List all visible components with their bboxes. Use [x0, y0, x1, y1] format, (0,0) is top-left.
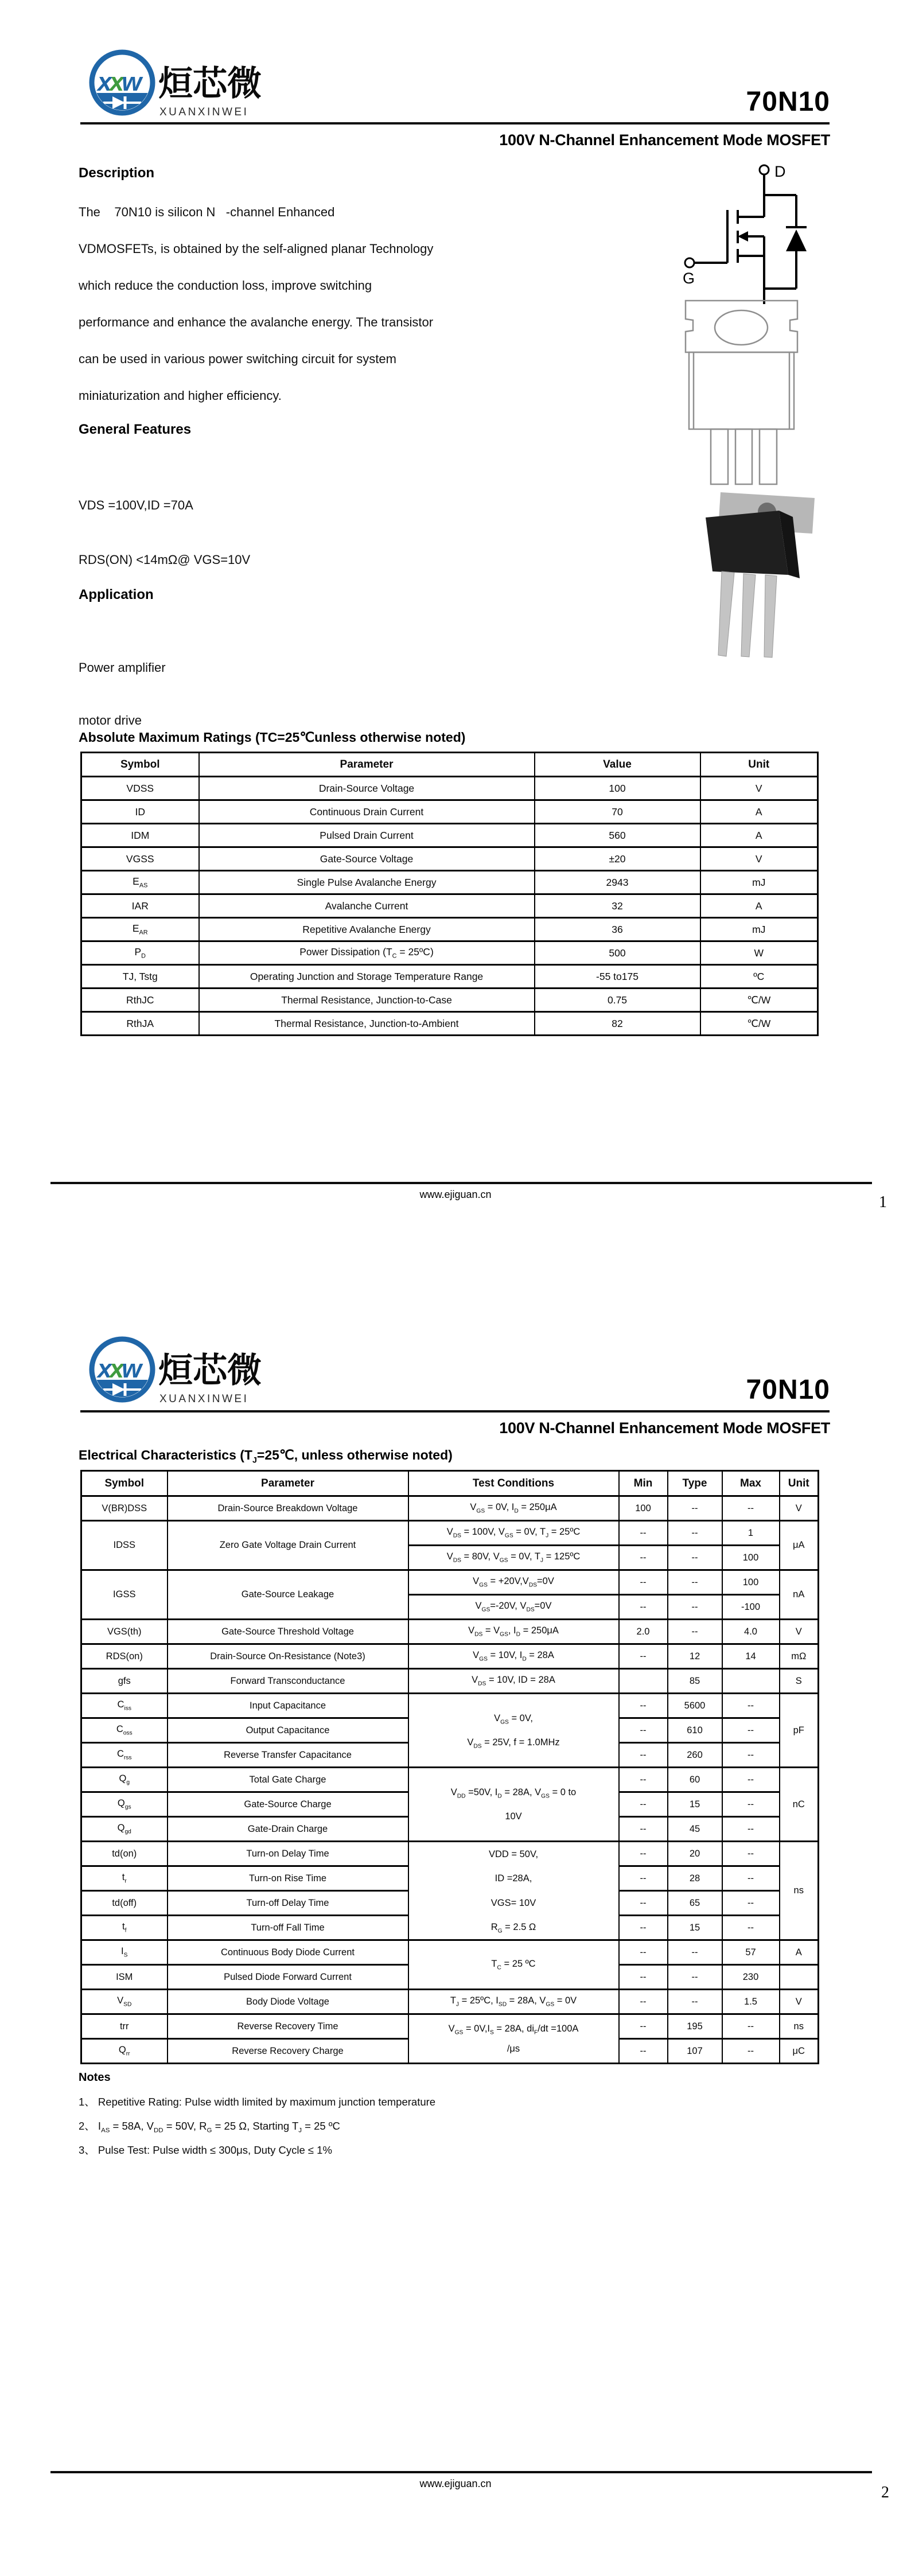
table-row	[81, 1644, 819, 1669]
cell-cond: $T_J$ = 25ºC, $I_{SD} = 28A$, $V_{GS} = 0V$	[408, 1990, 619, 2014]
description-line: The 70N10 is silicon N -channel Enhanced	[79, 205, 335, 219]
cell-symbol: IGSS	[81, 1570, 168, 1620]
cell-value: 32	[535, 894, 700, 918]
table-row	[81, 800, 818, 824]
cell-min: --	[619, 1768, 668, 1792]
cell-parameter: Drain-Source On-Resistance (Note3)	[168, 1644, 408, 1669]
cell-max: --	[722, 1496, 780, 1521]
cell-min: --	[619, 1990, 668, 2014]
cell-unit: A	[700, 800, 818, 824]
package-epoxy-body	[706, 511, 788, 575]
cell-typ: 65	[668, 1891, 722, 1916]
cell-max: --	[722, 1891, 780, 1916]
cell-symbol: IDSS	[81, 1521, 168, 1570]
ratings-title: Absolute Maximum Ratings (TC=25℃unless otherwise noted)	[79, 730, 466, 745]
cell-symbol: $Q_{gd}$	[81, 1817, 168, 1842]
description-line: can be used in various power switching circuit for system	[79, 352, 396, 366]
cell-cond: $T_C = 25$ ºC	[408, 1940, 619, 1990]
package-lead-outline	[711, 429, 728, 484]
cell-value: 2943	[535, 871, 700, 894]
absolute-maximum-ratings-table	[80, 752, 819, 1036]
application-heading: Application	[79, 587, 154, 602]
cell-unit: mJ	[700, 871, 818, 894]
cell-value: 70	[535, 800, 700, 824]
cell-unit: ns	[780, 2014, 819, 2039]
product-subtitle: 100V N-Channel Enhancement Mode MOSFET	[499, 131, 830, 149]
cell-cond: $V_{DS} = 80V$, $V_{GS} = 0V$, $T_J$ = 125ºC	[408, 1546, 619, 1570]
cell-unit: μA	[780, 1521, 819, 1570]
cell-unit: V	[700, 777, 818, 800]
cell-cond: VDD = 50V, ID =28A, VGS= 10V $R_G = 2.5$ Ω	[408, 1842, 619, 1940]
cell-symbol: $Q_{gs}$	[81, 1792, 168, 1817]
cell-symbol: V(BR)DSS	[81, 1496, 168, 1521]
cell-value: 0.75	[535, 989, 700, 1012]
cell-min: --	[619, 1694, 668, 1718]
cell-symbol: VGS(th)	[81, 1620, 168, 1644]
cell-symbol: RDS(on)	[81, 1644, 168, 1669]
cell-max: --	[722, 2039, 780, 2064]
col-header-max: Max	[722, 1471, 780, 1496]
logo-monogram: xxw	[98, 1354, 142, 1383]
table-row	[81, 1570, 819, 1595]
cell-min: --	[619, 1546, 668, 1570]
cell-typ: 195	[668, 2014, 722, 2039]
description-heading: Description	[79, 165, 155, 181]
cell-symbol: RthJA	[81, 1012, 199, 1036]
drain-label: D	[774, 163, 786, 180]
cell-symbol: td(on)	[81, 1842, 168, 1866]
table-row	[81, 965, 818, 989]
cell-max: 4.0	[722, 1620, 780, 1644]
brand-name-cn: 烜芯微	[158, 64, 262, 103]
cell-max: --	[722, 1792, 780, 1817]
brand-logo	[86, 47, 284, 119]
cell-max: --	[722, 1743, 780, 1768]
cell-max: --	[722, 1768, 780, 1792]
cell-cond: $V_{GS} = 0V,I_S = 28A$, $di_F/dt =100A$ /μs	[408, 2014, 619, 2064]
cell-cond: $V_{DS} = 10V$, ID = 28A	[408, 1669, 619, 1694]
cell-min: --	[619, 1965, 668, 1990]
table-row	[81, 847, 818, 871]
col-header-symbol: Symbol	[81, 753, 199, 777]
brand-name-en: XUANXINWEI	[159, 106, 249, 118]
cell-symbol: gfs	[81, 1669, 168, 1694]
cell-min: --	[619, 1866, 668, 1891]
cell-typ: --	[668, 1990, 722, 2014]
cell-typ: --	[668, 1521, 722, 1546]
cell-unit	[780, 1965, 819, 1990]
note-item: 2、 $I_{AS} = 58A$, $V_{DD} = 50V$, $R_G = 25$ Ω, Starting $T_J = 25$ ºC	[79, 2120, 340, 2134]
description-paragraph	[79, 194, 560, 414]
footer-rule	[50, 1182, 872, 1184]
electrical-characteristics-title: Electrical Characteristics ($T_J=25℃$, unless otherwise noted)	[79, 1447, 453, 1465]
cell-parameter: Turn-on Delay Time	[168, 1842, 408, 1866]
cell-typ: 610	[668, 1718, 722, 1743]
package-lead-outline	[735, 429, 752, 484]
cell-value: 100	[535, 777, 700, 800]
mosfet-symbol-diagram	[677, 159, 820, 306]
cell-unit: ºC	[700, 965, 818, 989]
cell-unit: A	[700, 824, 818, 847]
cell-unit: S	[780, 1669, 819, 1694]
cell-parameter: Pulsed Drain Current	[199, 824, 535, 847]
product-subtitle: 100V N-Channel Enhancement Mode MOSFET	[499, 1419, 830, 1437]
package-outline-drawing	[680, 297, 803, 488]
cell-min: --	[619, 1940, 668, 1965]
cell-unit: mΩ	[780, 1644, 819, 1669]
cell-parameter: Gate-Drain Charge	[168, 1817, 408, 1842]
cell-symbol: TJ, Tstg	[81, 965, 199, 989]
drain-terminal-icon	[760, 165, 769, 174]
cell-symbol: IAR	[81, 894, 199, 918]
cell-max: 230	[722, 1965, 780, 1990]
cell-min: --	[619, 1916, 668, 1940]
cell-parameter: Turn-off Fall Time	[168, 1916, 408, 1940]
cell-parameter: Reverse Transfer Capacitance	[168, 1743, 408, 1768]
cell-min: --	[619, 1595, 668, 1620]
cell-unit: A	[700, 894, 818, 918]
cell-cond: $V_{DD} =50V$, $I_D = 28A$, $V_{GS} = 0$ to 10V	[408, 1768, 619, 1842]
package-leg	[741, 574, 756, 657]
cell-symbol: $P_D$	[81, 941, 199, 965]
features-heading: General Features	[79, 422, 192, 437]
cell-parameter: Reverse Recovery Time	[168, 2014, 408, 2039]
application-line: motor drive	[79, 713, 142, 727]
cell-typ: 15	[668, 1792, 722, 1817]
cell-parameter: Continuous Drain Current	[199, 800, 535, 824]
table-row	[81, 894, 818, 918]
cell-unit: V	[780, 1496, 819, 1521]
cell-symbol: $E_{AR}$	[81, 918, 199, 941]
cell-min	[619, 1669, 668, 1694]
cell-max: 57	[722, 1940, 780, 1965]
col-header-parameter: Parameter	[199, 753, 535, 777]
cell-typ: --	[668, 1496, 722, 1521]
cell-symbol: RthJC	[81, 989, 199, 1012]
cell-max: 100	[722, 1570, 780, 1595]
cell-typ: 60	[668, 1768, 722, 1792]
cell-max	[722, 1669, 780, 1694]
cell-unit: nC	[780, 1768, 819, 1842]
cell-parameter: Gate-Source Voltage	[199, 847, 535, 871]
cell-symbol: $V_{SD}$	[81, 1990, 168, 2014]
table-row	[81, 2014, 819, 2039]
table-row	[81, 1620, 819, 1644]
cell-typ: 15	[668, 1916, 722, 1940]
cell-typ: --	[668, 1546, 722, 1570]
logo-monogram: xxw	[98, 67, 142, 96]
cell-unit: V	[780, 1990, 819, 2014]
cell-parameter: Zero Gate Voltage Drain Current	[168, 1521, 408, 1570]
description-line: miniaturization and higher efficiency.	[79, 388, 282, 403]
table-header-row	[81, 753, 818, 777]
cell-min: --	[619, 1891, 668, 1916]
cell-parameter: Turn-on Rise Time	[168, 1866, 408, 1891]
brand-logo	[86, 1334, 284, 1406]
cell-typ: --	[668, 1965, 722, 1990]
cell-symbol: $t_r$	[81, 1866, 168, 1891]
cell-symbol: $C_{oss}$	[81, 1718, 168, 1743]
table-row	[81, 1990, 819, 2014]
col-header-test-conditions: Test Conditions	[408, 1471, 619, 1496]
header-rule	[80, 1410, 830, 1412]
cell-symbol: VGSS	[81, 847, 199, 871]
cell-value: ±20	[535, 847, 700, 871]
part-number: 70N10	[746, 87, 830, 117]
footer-url: www.ejiguan.cn	[419, 1189, 492, 1200]
cell-typ: --	[668, 1595, 722, 1620]
page-number: 2	[881, 2484, 889, 2501]
cell-max: --	[722, 1694, 780, 1718]
cell-symbol: trr	[81, 2014, 168, 2039]
cell-typ: --	[668, 1570, 722, 1595]
cell-cond: $V_{GS} = 0V$, $V_{DS} = 25V$, f = 1.0MHz	[408, 1694, 619, 1768]
cell-unit: pF	[780, 1694, 819, 1768]
cell-cond: $V_{DS} = 100V$, $V_{GS} = 0V$, $T_J$ = 25ºC	[408, 1521, 619, 1546]
cell-symbol: $C_{iss}$	[81, 1694, 168, 1718]
cell-max: 1	[722, 1521, 780, 1546]
cell-parameter: Turn-off Delay Time	[168, 1891, 408, 1916]
table-row	[81, 1521, 819, 1546]
cell-cond: $V_{GS} = +20V,V_{DS}=0V$	[408, 1570, 619, 1595]
body-arrow-icon	[738, 231, 748, 242]
table-row	[81, 777, 818, 800]
notes-heading: Notes	[79, 2071, 111, 2084]
package-leg	[764, 575, 777, 657]
note-item: 3、 Pulse Test: Pulse width ≤ 300μs, Duty Cycle ≤ 1%	[79, 2144, 332, 2156]
col-header-min: Min	[619, 1471, 668, 1496]
col-header-value: Value	[535, 753, 700, 777]
cell-unit: W	[700, 941, 818, 965]
package-body-outline	[689, 352, 794, 429]
feature-line: VDS =100V,ID =70A	[79, 498, 193, 512]
cell-parameter: Drain-Source Voltage	[199, 777, 535, 800]
table-row	[81, 1842, 819, 1866]
cell-parameter: Pulsed Diode Forward Current	[168, 1965, 408, 1990]
cell-min: --	[619, 1743, 668, 1768]
table-header-row	[81, 1471, 819, 1496]
cell-typ: --	[668, 1940, 722, 1965]
note-item: 1、 Repetitive Rating: Pulse width limited by maximum junction temperature	[79, 2096, 436, 2108]
cell-typ: 28	[668, 1866, 722, 1891]
cell-value: 560	[535, 824, 700, 847]
cell-symbol: $C_{rss}$	[81, 1743, 168, 1768]
brand-name-cn: 烜芯微	[158, 1351, 262, 1390]
cell-cond: $V_{DS} = V_{GS}$, $I_D = 250\mu A$	[408, 1620, 619, 1644]
cell-min: --	[619, 2014, 668, 2039]
electrical-characteristics-table	[80, 1470, 819, 2064]
cell-max: 1.5	[722, 1990, 780, 2014]
cell-max: --	[722, 1817, 780, 1842]
cell-typ: 85	[668, 1669, 722, 1694]
application-line: Power amplifier	[79, 660, 166, 675]
cell-symbol: $E_{AS}$	[81, 871, 199, 894]
cell-unit: ℃/W	[700, 1012, 818, 1036]
cell-parameter: Single Pulse Avalanche Energy	[199, 871, 535, 894]
cell-value: 36	[535, 918, 700, 941]
gate-label: G	[683, 270, 695, 287]
table-row	[81, 824, 818, 847]
cell-symbol: VDSS	[81, 777, 199, 800]
cell-unit: V	[780, 1620, 819, 1644]
cell-min: --	[619, 1570, 668, 1595]
cell-unit: mJ	[700, 918, 818, 941]
cell-typ: 5600	[668, 1694, 722, 1718]
cell-typ: 12	[668, 1644, 722, 1669]
cell-value: 500	[535, 941, 700, 965]
cell-min: --	[619, 1644, 668, 1669]
brand-name-en: XUANXINWEI	[159, 1393, 249, 1405]
cell-parameter: Forward Transconductance	[168, 1669, 408, 1694]
cell-parameter: Reverse Recovery Charge	[168, 2039, 408, 2064]
cell-max: --	[722, 1718, 780, 1743]
cell-parameter: Power Dissipation ($T_C$ = 25ºC)	[199, 941, 535, 965]
cell-parameter: Gate-Source Charge	[168, 1792, 408, 1817]
cell-typ: 20	[668, 1842, 722, 1866]
cell-min: --	[619, 1842, 668, 1866]
cell-symbol: $Q_g$	[81, 1768, 168, 1792]
cell-cond: $V_{GS} = 10V$, $I_D = 28A$	[408, 1644, 619, 1669]
col-header-unit: Unit	[700, 753, 818, 777]
cell-min: 100	[619, 1496, 668, 1521]
cell-symbol: ID	[81, 800, 199, 824]
cell-parameter: Drain-Source Breakdown Voltage	[168, 1496, 408, 1521]
part-number: 70N10	[746, 1375, 830, 1405]
cell-parameter: Operating Junction and Storage Temperature Range	[199, 965, 535, 989]
body-diode-icon	[786, 229, 807, 251]
cell-min: --	[619, 1792, 668, 1817]
cell-min: --	[619, 1521, 668, 1546]
table-row	[81, 1694, 819, 1718]
cell-typ: 107	[668, 2039, 722, 2064]
cell-symbol: td(off)	[81, 1891, 168, 1916]
table-row	[81, 989, 818, 1012]
cell-cond: $V_{GS}=-20V$, $V_{DS}=0V$	[408, 1595, 619, 1620]
cell-parameter: Thermal Resistance, Junction-to-Ambient	[199, 1012, 535, 1036]
cell-parameter: Output Capacitance	[168, 1718, 408, 1743]
table-row	[81, 941, 818, 965]
cell-min: --	[619, 1718, 668, 1743]
cell-parameter: Avalanche Current	[199, 894, 535, 918]
cell-parameter: Body Diode Voltage	[168, 1990, 408, 2014]
cell-unit: μC	[780, 2039, 819, 2064]
description-line: performance and enhance the avalanche energy. The transistor	[79, 315, 434, 329]
package-photo	[701, 491, 830, 659]
cell-unit: nA	[780, 1570, 819, 1620]
cell-symbol: $t_f$	[81, 1916, 168, 1940]
cell-max: --	[722, 1866, 780, 1891]
cell-typ: --	[668, 1620, 722, 1644]
cell-unit: ns	[780, 1842, 819, 1940]
col-header-parameter: Parameter	[168, 1471, 408, 1496]
cell-parameter: Continuous Body Diode Current	[168, 1940, 408, 1965]
cell-max: --	[722, 1842, 780, 1866]
cell-symbol: ISM	[81, 1965, 168, 1990]
cell-unit: V	[700, 847, 818, 871]
table-row	[81, 918, 818, 941]
cell-typ: 45	[668, 1817, 722, 1842]
col-header-symbol: Symbol	[81, 1471, 168, 1496]
table-row	[81, 1669, 819, 1694]
package-lead-outline	[760, 429, 777, 484]
cell-parameter: Total Gate Charge	[168, 1768, 408, 1792]
page-2	[0, 1288, 911, 2576]
features-list	[79, 478, 250, 587]
package-leg	[718, 571, 734, 656]
table-row	[81, 871, 818, 894]
cell-value: -55 to175	[535, 965, 700, 989]
cell-parameter: Gate-Source Threshold Voltage	[168, 1620, 408, 1644]
cell-parameter: Gate-Source Leakage	[168, 1570, 408, 1620]
col-header-unit: Unit	[780, 1471, 819, 1496]
cell-value: 82	[535, 1012, 700, 1036]
gate-terminal-icon	[685, 258, 694, 267]
cell-max: 14	[722, 1644, 780, 1669]
cell-min: --	[619, 2039, 668, 2064]
table-row	[81, 1768, 819, 1792]
description-line: which reduce the conduction loss, improve switching	[79, 278, 372, 293]
table-row	[81, 1940, 819, 1965]
table-row	[81, 1012, 818, 1036]
cell-cond: $V_{GS} = 0V$, $I_D = 250\mu A$	[408, 1496, 619, 1521]
cell-unit: A	[780, 1940, 819, 1965]
cell-min: 2.0	[619, 1620, 668, 1644]
cell-parameter: Thermal Resistance, Junction-to-Case	[199, 989, 535, 1012]
cell-min: --	[619, 1817, 668, 1842]
footer-rule	[50, 2471, 872, 2473]
feature-line: RDS(ON) <14mΩ@ VGS=10V	[79, 552, 251, 567]
cell-max: -100	[722, 1595, 780, 1620]
cell-symbol: $I_S$	[81, 1940, 168, 1965]
col-header-type: Type	[668, 1471, 722, 1496]
cell-parameter: Repetitive Avalanche Energy	[199, 918, 535, 941]
cell-typ: 260	[668, 1743, 722, 1768]
description-line: VDMOSFETs, is obtained by the self-aligned planar Technology	[79, 242, 434, 256]
cell-symbol: IDM	[81, 824, 199, 847]
table-row	[81, 1496, 819, 1521]
page-number: 1	[879, 1193, 887, 1211]
footer-url: www.ejiguan.cn	[419, 2478, 492, 2489]
cell-unit: ℃/W	[700, 989, 818, 1012]
cell-max: --	[722, 2014, 780, 2039]
cell-max: --	[722, 1916, 780, 1940]
mounting-hole-outline	[715, 310, 768, 345]
header-rule	[80, 122, 830, 124]
cell-parameter: Input Capacitance	[168, 1694, 408, 1718]
cell-max: 100	[722, 1546, 780, 1570]
cell-symbol: $Q_{rr}$	[81, 2039, 168, 2064]
